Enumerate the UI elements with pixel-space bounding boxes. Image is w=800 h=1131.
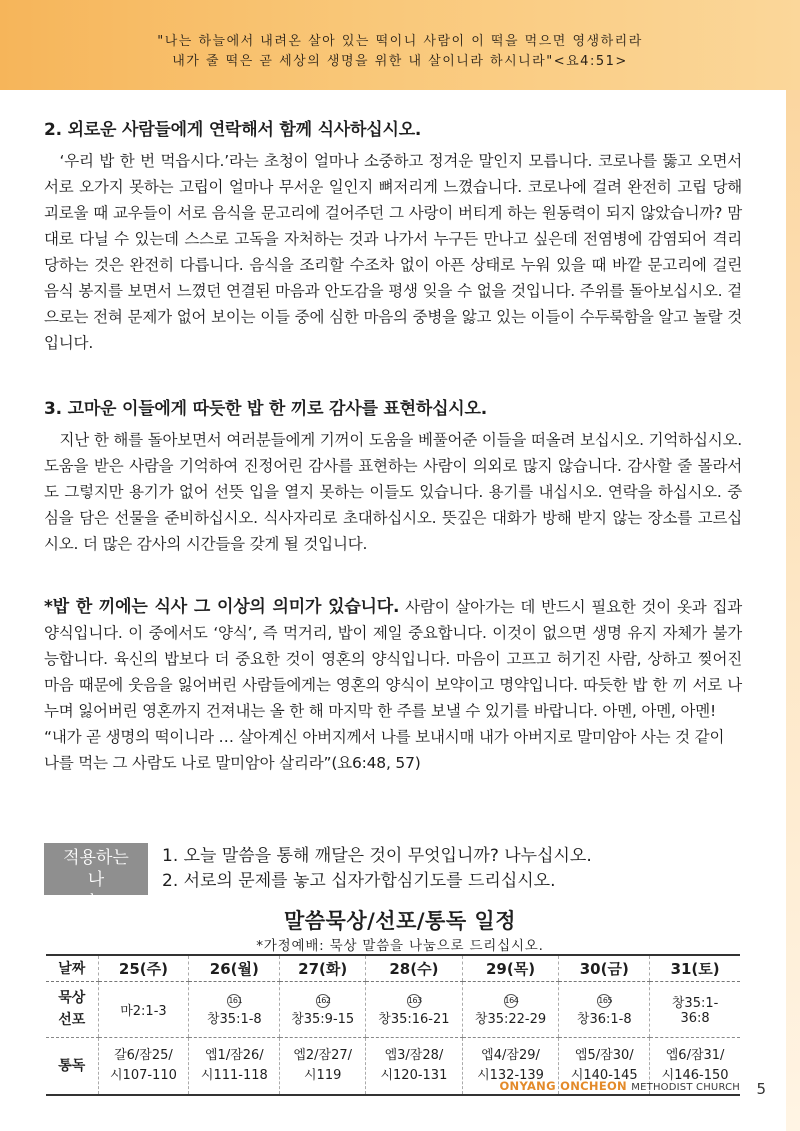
schedule-day: 30(금) bbox=[559, 955, 650, 981]
reading-line: 엡3/잠28/ bbox=[384, 1047, 444, 1063]
header-verse-line2: 내가 줄 떡은 곧 세상의 생명을 위한 내 살이니라 하시니라"<요4:51> bbox=[172, 54, 628, 69]
schedule-day: 28(수) bbox=[366, 955, 463, 981]
schedule-ref: 창35:22-29 bbox=[474, 1011, 547, 1027]
row-label-meditation-a: 묵상 bbox=[58, 990, 86, 1006]
apply-label-box bbox=[44, 843, 148, 912]
schedule-day: 25(주) bbox=[98, 955, 189, 981]
day-number-badge: 163 bbox=[407, 994, 421, 1008]
day-number-badge: 165 bbox=[597, 994, 611, 1008]
schedule-header-row bbox=[46, 955, 740, 981]
section-2 bbox=[44, 118, 742, 356]
reading-line: 시119 bbox=[304, 1067, 342, 1083]
schedule-day: 31(토) bbox=[650, 955, 740, 981]
schedule-cell bbox=[98, 981, 189, 1037]
schedule-cell bbox=[366, 981, 463, 1037]
section-4 bbox=[44, 594, 742, 776]
schedule-cell bbox=[650, 981, 740, 1037]
row-label-meditation bbox=[46, 981, 98, 1037]
day-number-badge: 161 bbox=[227, 994, 241, 1008]
day-number-badge: 162 bbox=[316, 994, 330, 1008]
apply-label-line2: 나눔 bbox=[87, 870, 135, 912]
apply-item-2: 2. 서로의 문제를 놓고 십자가합심기도를 드리십시오. bbox=[162, 871, 556, 891]
section-4-quote: “내가 곧 생명의 떡이니라 … 살아계신 아버지께서 나를 보내시매 내가 아버지로 말미암아 사는 것 같이 나를 먹는 그 사람도 나로 말미암아 살리라”(요6:48, 57) bbox=[44, 728, 725, 772]
schedule-cell bbox=[189, 981, 280, 1037]
schedule-cell bbox=[280, 1037, 366, 1095]
schedule-ref: 창35:16-21 bbox=[378, 1011, 450, 1027]
schedule-ref: 창35:1-8 bbox=[206, 1011, 262, 1027]
schedule-table bbox=[46, 954, 740, 1096]
row-label-meditation-b: 선포 bbox=[58, 1012, 86, 1028]
schedule-cell bbox=[189, 1037, 280, 1095]
header-verse-line1: "나는 하늘에서 내려온 살아 있는 떡이니 사람이 이 떡을 먹으면 영생하리라 bbox=[157, 34, 643, 49]
schedule-cell bbox=[280, 981, 366, 1037]
schedule-ref-cont: 36:8 bbox=[680, 1011, 710, 1026]
reading-line: 시146-150 bbox=[661, 1067, 729, 1083]
day-number-badge: 164 bbox=[504, 994, 518, 1008]
reading-line: 엡4/잠29/ bbox=[481, 1047, 540, 1063]
apply-item-1: 1. 오늘 말씀을 통해 깨달은 것이 무엇입니까? 나누십시오. bbox=[162, 846, 592, 866]
church-name-sub: METHODIST CHURCH bbox=[631, 1082, 740, 1093]
row-label-reading: 통독 bbox=[46, 1037, 98, 1095]
reading-line: 시120-131 bbox=[380, 1067, 448, 1083]
reading-line: 갈6/잠25/ bbox=[114, 1047, 173, 1063]
reading-line: 시107-110 bbox=[110, 1067, 177, 1083]
schedule-cell bbox=[559, 981, 650, 1037]
section-4-text: 사람이 살아가는 데 반드시 필요한 것이 옷과 집과 양식입니다. 이 중에서도 ‘양식’, 즉 먹거리, 밥이 제일 중요합니다. 이것이 없으면 생명 유지 자체가 불가능합니다. 육신의 밥보다 더 중요한 것이 영혼의 양식입니다. 마음이 고프고 허기진 사람, 상하고 찢어진 마음 때문에 웃음을 잃어버린 사람들에게는 영혼의 양식이 보약이고 명약입니다. 따듯한 밥 한 끼 서로 나누며 잃어버린 영혼까지 건져내는 올 한 해 마지막 한 주를 보낼 수 있기를 바랍니다. 아멘, 아멘, 아멘! bbox=[44, 598, 742, 720]
schedule-day: 26(월) bbox=[189, 955, 280, 981]
apply-label-line1: 적용하는 bbox=[63, 848, 129, 868]
section-3-body: 지난 한 해를 돌아보면서 여러분들에게 기꺼이 도움을 베풀어준 이들을 떠올려 보십시오. 기억하십시오. 도움을 받은 사람을 기억하여 진정어린 감사를 표현하는 사람이 의외로 많지 않습니다. 감사할 줄 몰라서도 그렇지만 용기가 없어 선뜻 입을 열지 못하는 이들도 있습니다. 용기를 내십시오. 연락을 하십시오. 중심을 담은 선물을 준비하십시오. 식사자리로 초대하십시오. 뜻깊은 대화가 방해 받지 않는 장소를 고르십시오. 더 많은 감사의 시간들을 갖게 될 것입니다. bbox=[44, 431, 742, 553]
schedule-cell bbox=[462, 981, 559, 1037]
schedule-subtitle: *가정예배: 묵상 말씀을 나눔으로 드리십시오. bbox=[256, 938, 544, 954]
schedule-day: 27(화) bbox=[280, 955, 366, 981]
top-banner bbox=[0, 0, 800, 90]
page-number: 5 bbox=[756, 1080, 766, 1098]
section-4-lead: *밥 한 끼에는 식사 그 이상의 의미가 있습니다. bbox=[44, 597, 400, 617]
schedule-cell bbox=[366, 1037, 463, 1095]
schedule-row-meditation bbox=[46, 981, 740, 1037]
apply-list bbox=[162, 844, 592, 894]
section-2-body: ‘우리 밥 한 번 먹읍시다.’라는 초청이 얼마나 소중하고 정겨운 말인지 모릅니다. 코로나를 뚫고 오면서 서로 오가지 못하는 고립이 얼마나 무서운 일인지 뼈저리게 느꼈습니다. 코로나에 걸려 완전히 고립 당해 괴로울 때 교우들이 서로 음식을 문고리에 걸어주던 그 사랑이 버티게 하는 원동력이 되지 않았습니까? 맘대로 다닐 수 있는데 스스로 고독을 자처하는 것과 나가서 누구든 만나고 싶은데 전염병에 감염되어 격리당하는 것은 완전히 다릅니다. 음식을 조리할 수조차 없이 아픈 상태로 누워 있을 때 바깥 문고리에 걸린 음식 봉지를 보면서 느꼈던 연결된 마음과 안도감을 평생 잊을 수 없을 것입니다. 주위를 돌아보십시오. 겉으로는 전혀 문제가 없어 보이는 이들 중에 심한 마음의 중병을 앓고 있는 이들이 수두룩함을 알고 놀랄 것입니다. bbox=[44, 152, 742, 352]
section-3-heading: 3. 고마운 이들에게 따듯한 밥 한 끼로 감사를 표현하십시오. bbox=[44, 399, 487, 419]
section-2-heading: 2. 외로운 사람들에게 연락해서 함께 식사하십시오. bbox=[44, 120, 422, 140]
schedule-cell bbox=[98, 1037, 189, 1095]
schedule-day: 29(목) bbox=[462, 955, 559, 981]
schedule-title: 말씀묵상/선포/통독 일정 bbox=[283, 909, 516, 933]
church-name bbox=[499, 1079, 740, 1093]
right-decor-strip bbox=[786, 90, 800, 1131]
reading-line: 엡1/잠26/ bbox=[204, 1047, 264, 1063]
schedule-ref: 창35:1- bbox=[671, 996, 719, 1011]
church-name-main: ONYANG ONCHEON bbox=[499, 1079, 627, 1093]
schedule-col-date: 날짜 bbox=[46, 955, 98, 981]
reading-line: 엡2/잠27/ bbox=[293, 1047, 353, 1063]
reading-line: 시111-118 bbox=[200, 1067, 268, 1083]
reading-line: 시140-145 bbox=[570, 1067, 638, 1083]
header-verse bbox=[0, 32, 800, 72]
reading-line: 엡5/잠30/ bbox=[574, 1047, 634, 1063]
schedule-ref: 창35:9-15 bbox=[291, 1011, 355, 1027]
schedule-ref: 창36:1-8 bbox=[576, 1011, 632, 1027]
reading-line: 엡6/잠31/ bbox=[665, 1047, 725, 1063]
section-3 bbox=[44, 397, 742, 557]
reading-line: 시132-139 bbox=[477, 1067, 544, 1083]
schedule-ref: 마2:1-3 bbox=[120, 1003, 167, 1019]
section-4-body bbox=[44, 594, 742, 724]
